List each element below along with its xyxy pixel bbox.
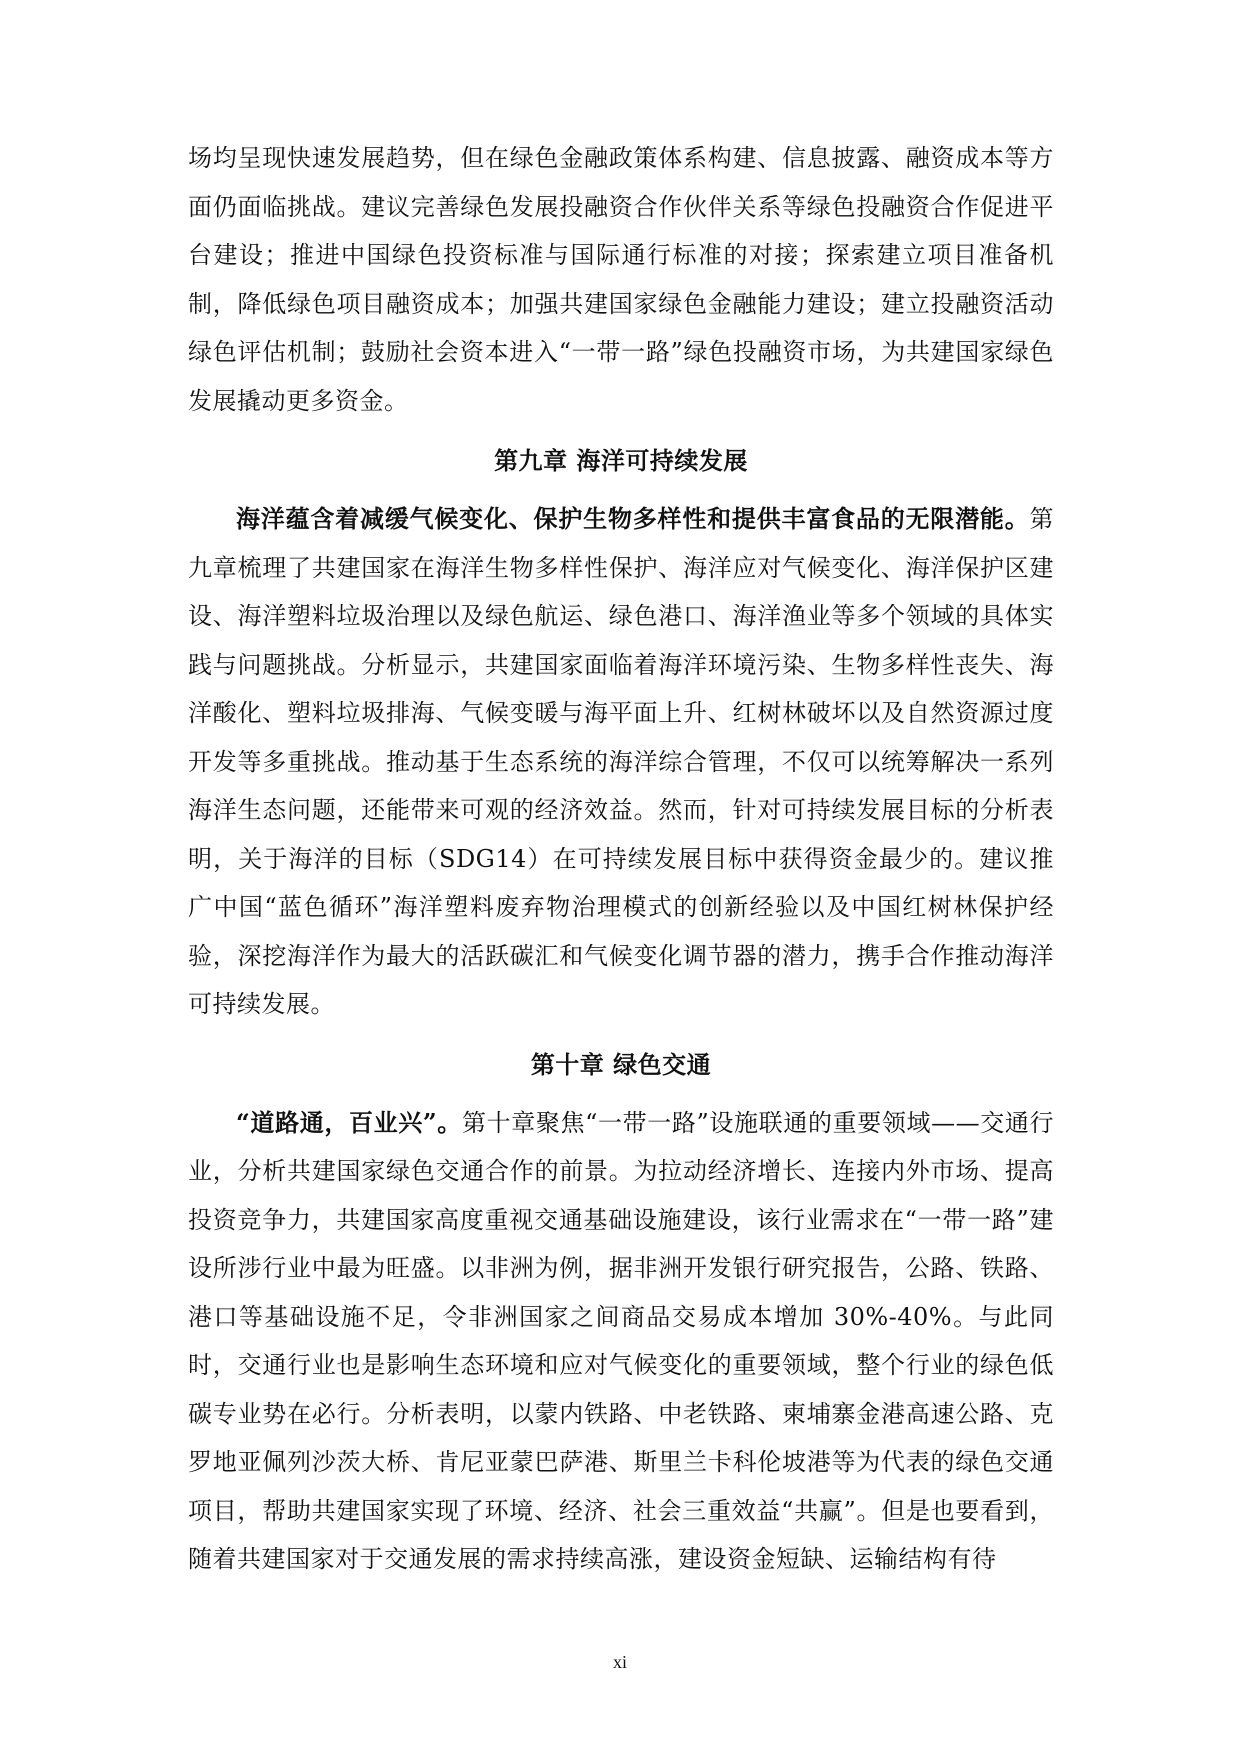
chapter-10-heading: 第十章 绿色交通 [530,1049,712,1079]
chapter-9-body: 第九章梳理了共建国家在海洋生物多样性保护、海洋应对气候变化、海洋保护区建设、海洋塑料垃圾治理以及绿色航运、绿色港口、海洋渔业等多个领域的具体实践与问题挑战。分析显示，共建国家面临着海洋环境污染、生物多样性丧失、海洋酸化、塑料垃圾排海、气候变暖与海平面上升、红树林破坏以及自然资源过度开发等多重挑战。推动基于生态系统的海洋综合管理，不仅可以统筹解决一系列海洋生态问题，还能带来可观的经济效益。然而，针对可持续发展目标的分析表明，关于海洋的目标（SDG14）在可持续发展目标中获得资金最少的。建议推广中国“蓝色循环”海洋塑料废弃物治理模式的创新经验以及中国红树林保护经验，深挖海洋作为最大的活跃碳汇和气候变化调节器的潜力，携手合作推动海洋可持续发展。 [188,505,1054,1018]
document-page [188,134,1054,1584]
chapter-10-body: 第十章聚焦“一带一路”设施联通的重要领域——交通行业，分析共建国家绿色交通合作的前景。为拉动经济增长、连接内外市场、提高投资竞争力，共建国家高度重视交通基础设施建设，该行业需求在“一带一路”建设所涉行业中最为旺盛。以非洲为例，据非洲开发银行研究报告，公路、铁路、港口等基础设施不足，令非洲国家之间商品交易成本增加 30%-40%。与此同时，交通行业也是影响生态环境和应对气候变化的重要领域，整个行业的绿色低碳专业势在必行。分析表明，以蒙内铁路、中老铁路、柬埔寨金港高速公路、克罗地亚佩列沙茨大桥、肯尼亚蒙巴萨港、斯里兰卡科伦坡港等为代表的绿色交通项目，帮助共建国家实现了环境、经济、社会三重效益“共赢”。但是也要看到，随着共建国家对于交通发展的需求持续高涨，建设资金短缺、运输结构有待 [188,1108,1055,1573]
chapter-10-lead: “道路通，百业兴”。 [236,1107,462,1137]
intro-paragraph: 场均呈现快速发展趋势，但在绿色金融政策体系构建、信息披露、融资成本等方面仍面临挑战。建议完善绿色发展投融资合作伙伴关系等绿色投融资合作促进平台建设；推进中国绿色投资标准与国际通行标准的对接；探索建立项目准备机制，降低绿色项目融资成本；加强共建国家绿色金融能力建设；建立投融资活动绿色评估机制；鼓励社会资本进入“一带一路”绿色投融资市场，为共建国家绿色发展撬动更多资金。 [188,144,1054,415]
page-number: xi [612,1652,627,1672]
chapter-9-lead: 海洋蕴含着减缓气候变化、保护生物多样性和提供丰富食品的无限潜能。 [236,504,1030,533]
chapter-9-heading: 第九章 海洋可持续发展 [494,446,748,475]
chapter-10-paragraph [188,1099,1054,1584]
chapter-9-paragraph [188,495,1054,1029]
